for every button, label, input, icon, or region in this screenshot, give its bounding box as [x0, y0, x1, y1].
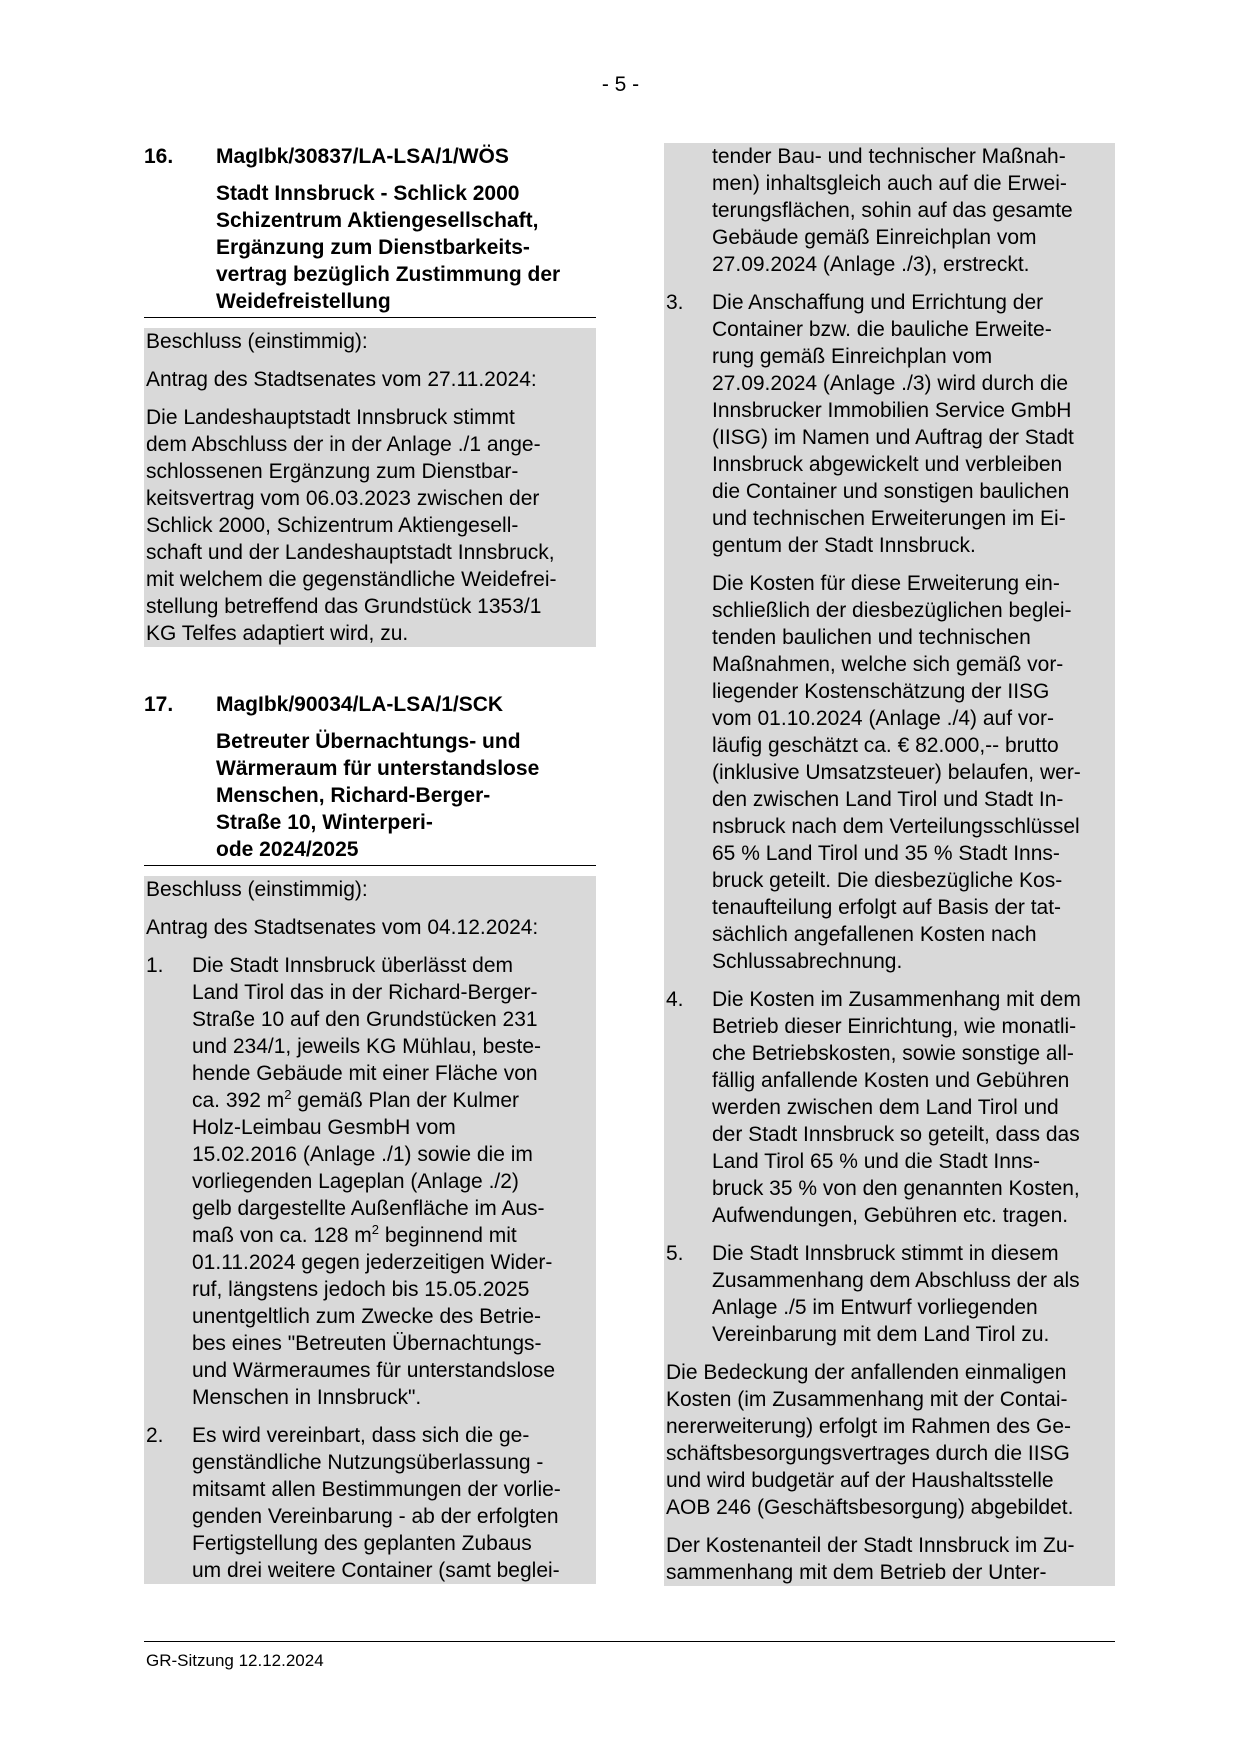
item-17-number: 17.	[144, 693, 174, 716]
list-text-1: Die Stadt Innsbruck überlässt dem Land Tirol das in der Richard-Berger- Straße 10 auf den Grundstücken 231 und 234/1, jeweils KG Mühlau, beste- hende Gebäude mit einer Fläche von ca. 392 $m^2$ gemäß Plan der Kulmer Holz-Leimbau GesmbH vom 15.02.2016 (Anlage ./1) sowie die im vorliegenden Lageplan (Anlage ./2) gelb dargestellte Außenfläche im Aus- maß von ca. 128 $m^2$ beginnend mit 01.11.2024 gegen jederzeitigen Wider- ruf, längstens jedoch bis 15.05.2025 unentgeltlich zum Zwecke des Betrie- bes eines "Betreuten Übernachtungs- und Wärmeraumes für unterstandslose Menschen in Innsbruck".	[192, 954, 555, 1409]
list-text-2: Es wird vereinbart, dass sich die ge- genständliche Nutzungsüberlassung - mitsamt allen Bestimmungen der vorlie- genden Vereinbarung - ab der erfolgten Fertigstellung des geplanten Zubaus um drei weitere Container (samt beglei-	[192, 1424, 561, 1582]
item-17-rule	[144, 865, 596, 866]
item-16-heading	[144, 143, 596, 170]
item-16-resolution	[144, 328, 596, 647]
item-17-resolution-continued	[664, 143, 1115, 1586]
list-text-2-continued: tender Bau- und technischer Maßnah- men) inhaltsgleich auch auf die Erwei- terungsflächen, sohin auf das gesamte Gebäude gemäß Einreichplan vom 27.09.2024 (Anlage ./3), erstreckt.	[712, 145, 1073, 276]
item-17-resolution	[144, 876, 596, 1584]
item-16-decision: Beschluss (einstimmig):	[146, 330, 368, 353]
list-item-1	[146, 952, 594, 1411]
item-16-number: 16.	[144, 145, 174, 168]
item-16-rule	[144, 317, 596, 318]
cost-share-paragraph: Der Kostenanteil der Stadt Innsbruck im Zu- sammenhang mit dem Betrieb der Unter-	[666, 1534, 1075, 1584]
right-column	[664, 143, 1115, 1586]
item-17-heading	[144, 691, 596, 718]
page-number: - 5 -	[601, 73, 640, 96]
list-number-4: 4.	[666, 988, 684, 1011]
footer-session: GR-Sitzung 12.12.2024	[146, 1651, 324, 1670]
item-17-code: MagIbk/90034/LA-LSA/1/SCK	[216, 693, 504, 716]
item-16-body: Die Landeshauptstadt Innsbruck stimmt dem Abschluss der in der Anlage ./1 ange- schlossenen Ergänzung zum Dienstbar- keitsvertrag vom 06.03.2023 zwischen der Schlick 2000, Schizentrum Aktiengesell- schaft und der Landeshauptstadt Innsbruck, mit welchem die gegenständliche Weidefrei- stellung betreffend das Grundstück 1353/1 KG Telfes adaptiert wird, zu.	[146, 406, 557, 645]
list-text-5: Die Stadt Innsbruck stimmt in diesem Zusammenhang dem Abschluss der als Anlage ./5 im Entwurf vorliegenden Vereinbarung mit dem Land Tirol zu.	[712, 1242, 1080, 1346]
item-16-motion: Antrag des Stadtsenates vom 27.11.2024:	[146, 368, 537, 391]
list-number-2: 2.	[146, 1424, 164, 1447]
item-17-title: Betreuter Übernachtungs- und Wärmeraum für unterstandslose Menschen, Richard-Berger- Straße 10, Winterperi- ode 2024/2025	[216, 730, 540, 861]
list-item-5	[666, 1240, 1113, 1348]
list-item-2-continued	[666, 143, 1113, 278]
item-16-title: Stadt Innsbruck - Schlick 2000 Schizentrum Aktiengesellschaft, Ergänzung zum Dienstbarkeits- vertrag bezüglich Zustimmung der Weidefreistellung	[216, 182, 561, 313]
list-item-3	[666, 289, 1113, 559]
list-item-4	[666, 986, 1113, 1229]
list-item-3-paragraph-2	[666, 570, 1113, 975]
list-number-1: 1.	[146, 954, 164, 977]
footer-rule	[144, 1641, 1115, 1642]
list-text-3b: Die Kosten für diese Erweiterung ein- schließlich der diesbezüglichen beglei- tenden baulichen und technischen Maßnahmen, welche sich gemäß vor- liegender Kostenschätzung der IISG vom 01.10.2024 (Anlage ./4) auf vor- läufig geschätzt ca. € 82.000,-- brutto (inklusive Umsatzsteuer) belaufen, wer- den zwischen Land Tirol und Stadt In- nsbruck nach dem Verteilungsschlüssel 65 % Land Tirol und 35 % Stadt Inns- bruck geteilt. Die diesbezügliche Kos- tenaufteilung erfolgt auf Basis der tat- sächlich angefallenen Kosten nach Schlussabrechnung.	[712, 572, 1081, 973]
list-text-4: Die Kosten im Zusammenhang mit dem Betrieb dieser Einrichtung, wie monatli- che Betriebskosten, sowie sonstige all- fällig anfallende Kosten und Gebühren werden zwischen dem Land Tirol und der Stadt Innsbruck so geteilt, dass das Land Tirol 65 % und die Stadt Inns- bruck 35 % von den genannten Kosten, Aufwendungen, Gebühren etc. tragen.	[712, 988, 1081, 1227]
list-text-3: Die Anschaffung und Errichtung der Container bzw. die bauliche Erweite- rung gemäß Einreichplan vom 27.09.2024 (Anlage ./3) wird durch die Innsbrucker Immobilien Service GmbH (IISG) im Namen und Auftrag der Stadt Innsbruck abgewickelt und verbleiben die Container und sonstigen baulichen und technischen Erweiterungen im Ei- gentum der Stadt Innsbruck.	[712, 291, 1074, 557]
item-17-decision: Beschluss (einstimmig):	[146, 878, 368, 901]
list-item-2	[146, 1422, 594, 1584]
list-number-3: 3.	[666, 291, 684, 314]
item-17-motion: Antrag des Stadtsenates vom 04.12.2024:	[146, 916, 539, 939]
list-number-5: 5.	[666, 1242, 684, 1265]
coverage-paragraph: Die Bedeckung der anfallenden einmaligen Kosten (im Zusammenhang mit der Contai- nererweiterung) erfolgt im Rahmen des Ge- schäftsbesorgungsvertrages durch die IISG und wird budgetär auf der Haushaltsstelle AOB 246 (Geschäftsbesorgung) abgebildet.	[666, 1361, 1074, 1519]
left-column	[144, 143, 596, 1584]
item-16-code: MagIbk/30837/LA-LSA/1/WÖS	[216, 145, 509, 168]
